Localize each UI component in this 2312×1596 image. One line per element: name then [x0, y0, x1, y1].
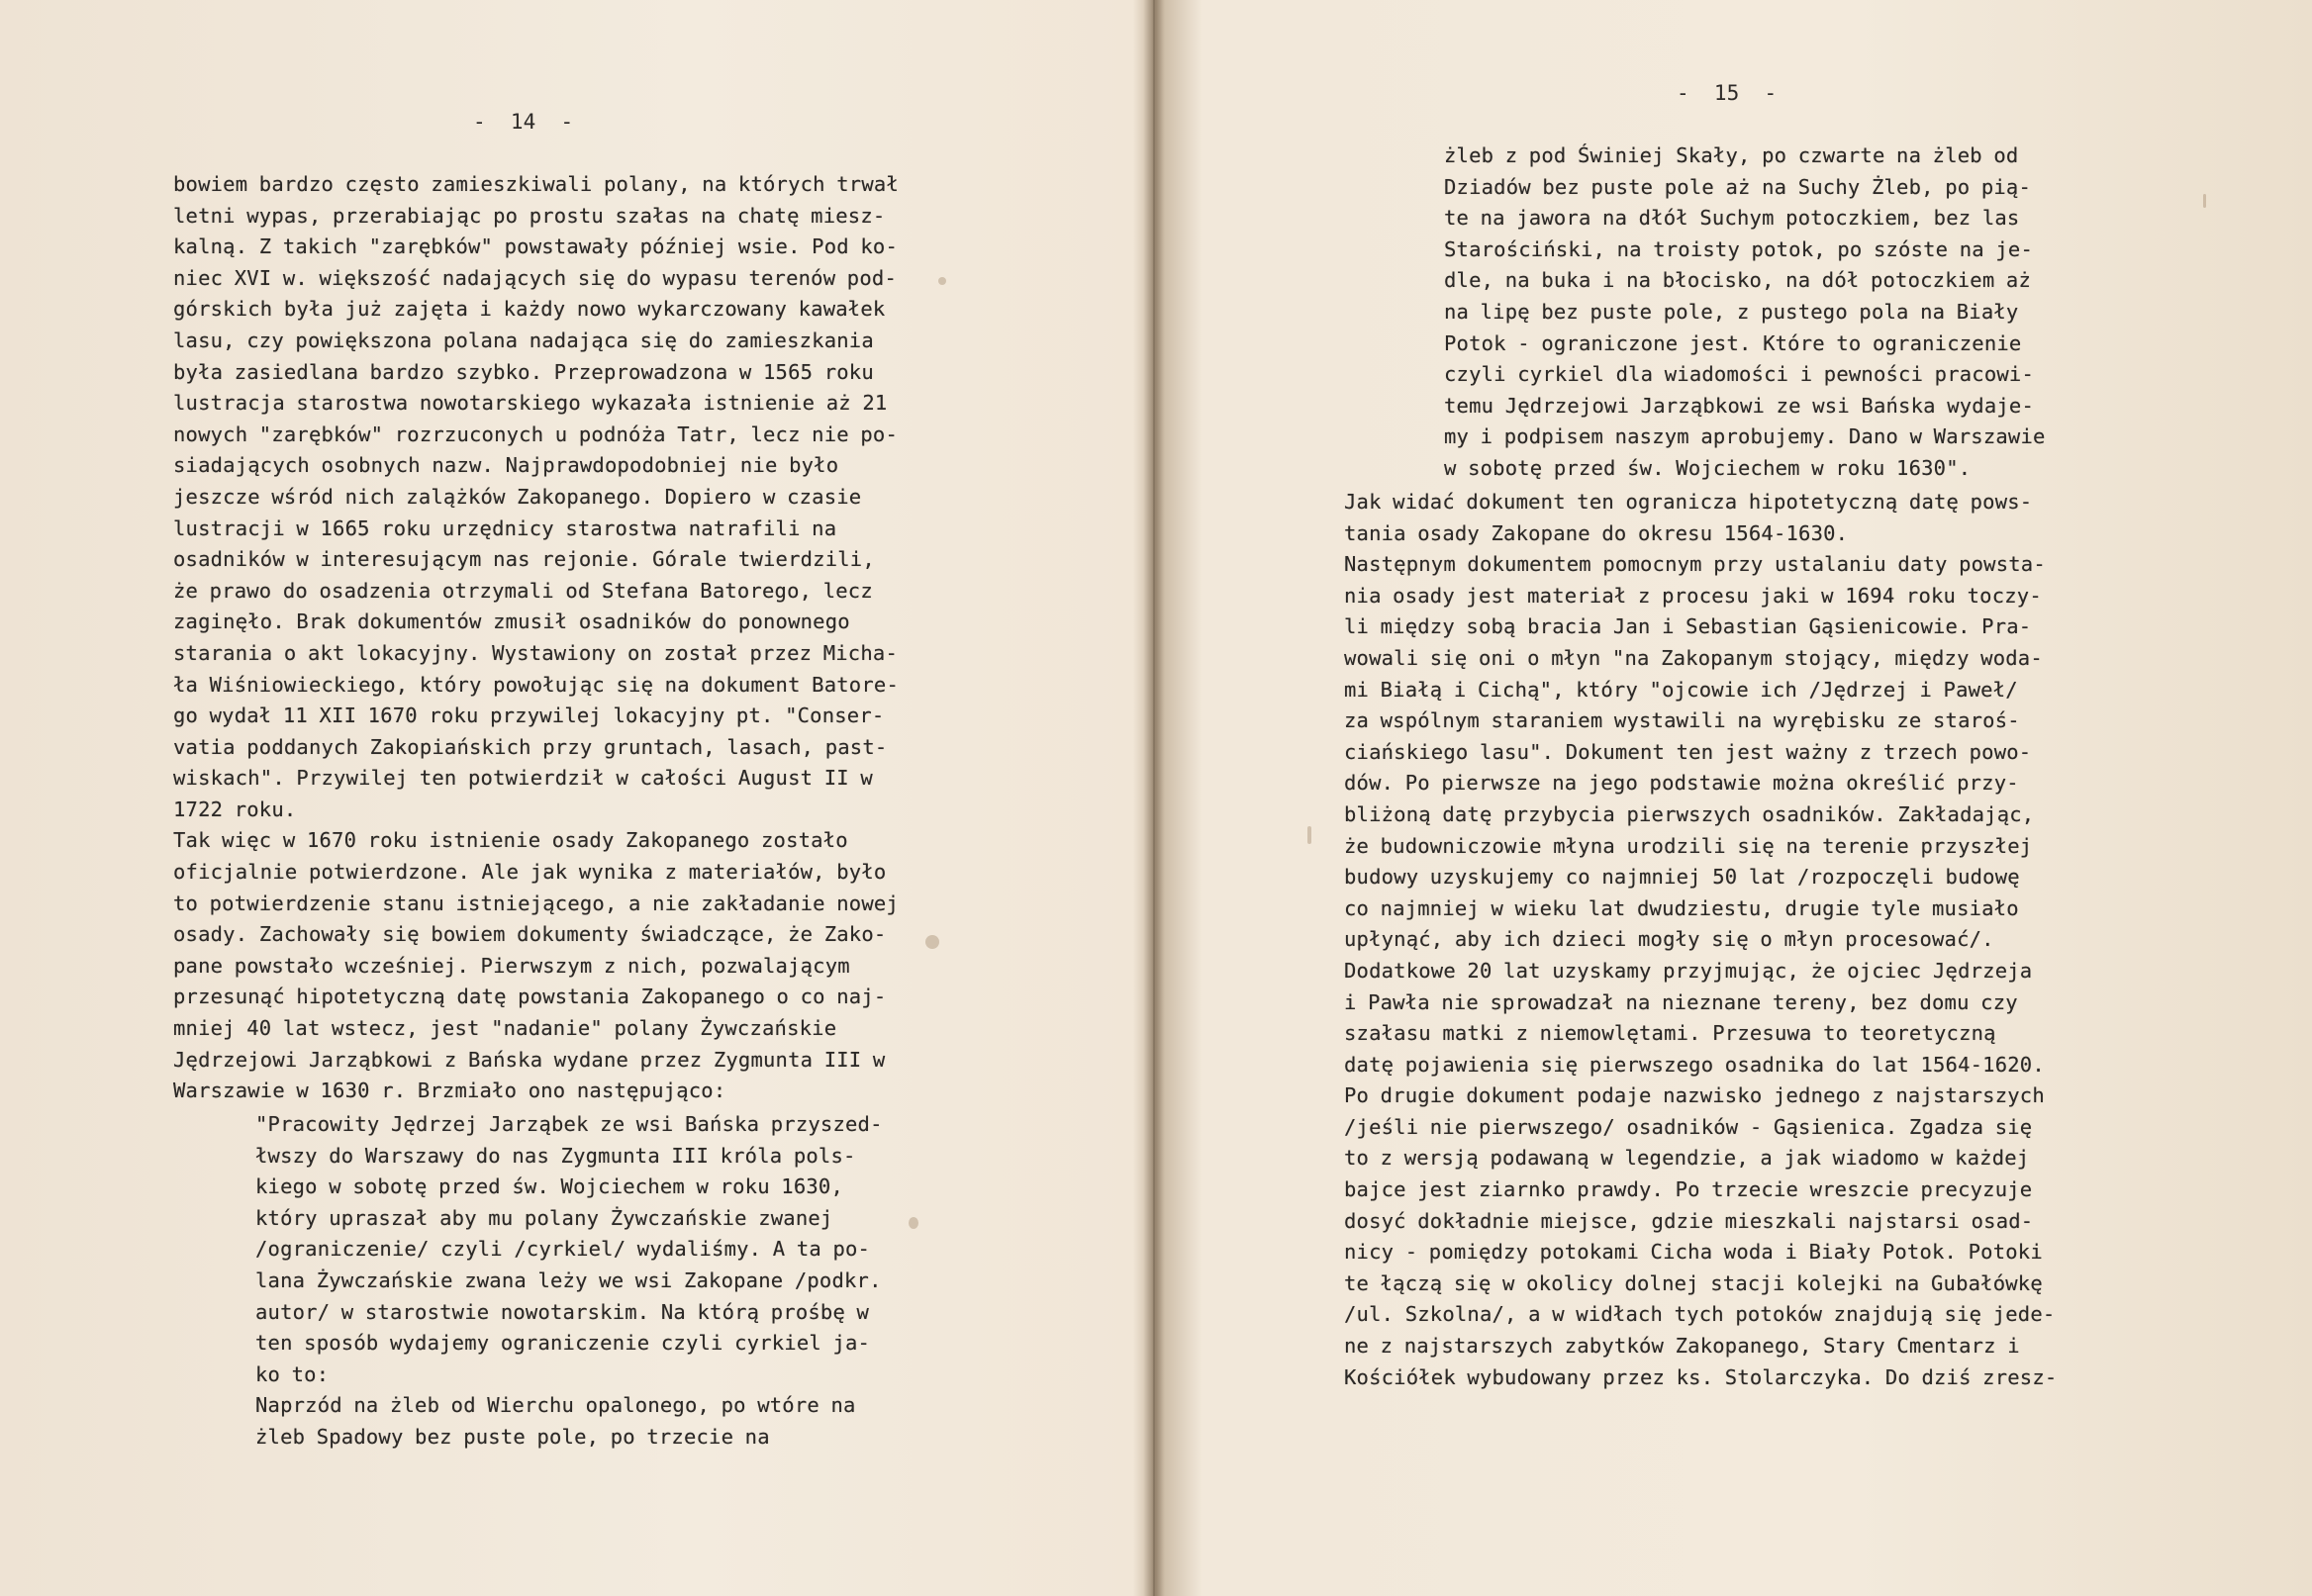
quote-line: Potok - ograniczone jest. Które to ograniczenie: [1444, 330, 2022, 355]
text-line: mi Białą i Cichą", który "ojcowie ich /Jędrzej i Paweł/: [1344, 677, 2018, 702]
quote-line: te na jawora na dłół Suchym potoczkiem, bez las: [1444, 206, 2020, 231]
right-page: [1158, 0, 2312, 1596]
right-page-body: [1344, 487, 2057, 1393]
text-line: datę pojawienia się pierwszego osadnika do lat 1564-1620.: [1344, 1052, 2045, 1077]
text-line: lustracji w 1665 roku urzędnicy starostwa natrafili na: [173, 516, 837, 540]
paper-speck: [925, 935, 939, 949]
text-line: i Pawła nie sprowadzał na nieznane tereny, bez domu czy: [1344, 989, 2018, 1014]
left-page-quote: [255, 1109, 883, 1454]
quote-line: Dziadów bez puste pole aż na Suchy Żleb, po pią-: [1444, 174, 2032, 199]
quote-line: ko to:: [255, 1361, 330, 1386]
text-line: lasu, czy powiększona polana nadająca się do zamieszkania: [173, 328, 874, 352]
quote-line: /ograniczenie/ czyli /cyrkiel/ wydaliśmy. A ta po-: [255, 1237, 871, 1262]
text-line: że budowniczowie młyna urodzili się na terenie przyszłej: [1344, 833, 2033, 858]
text-line: nicy - pomiędzy potokami Cicha woda i Biały Potok. Potoki: [1344, 1240, 2043, 1265]
text-line: zaginęło. Brak dokumentów zmusił osadników do ponownego: [173, 610, 850, 634]
text-line: za wspólnym staraniem wystawili na wyrębisku ze staroś-: [1344, 708, 2020, 733]
right-page-number: - 15 -: [1677, 81, 1778, 105]
text-line: Kościółek wybudowany przez ks. Stolarczyka. Do dziś zresz-: [1344, 1364, 2058, 1389]
text-line: tania osady Zakopane do okresu 1564-1630.: [1344, 520, 1849, 545]
text-line: 1722 roku.: [173, 797, 297, 821]
text-line: ne z najstarszych zabytków Zakopanego, Stary Cmentarz i: [1344, 1334, 2020, 1359]
text-line: budowy uzyskujemy co najmniej 50 lat /rozpoczęli budowę: [1344, 865, 2020, 890]
text-line: ła Wiśniowieckiego, który powołując się na dokument Batore-: [173, 672, 899, 697]
quote-line: na lipę bez puste pole, z pustego pola na Biały: [1444, 299, 2019, 324]
text-line: Tak więc w 1670 roku istnienie osady Zakopanego zostało: [173, 828, 848, 853]
right-page-quote: [1444, 141, 2046, 485]
quote-line: który upraszał aby mu polany Żywczańskie zwanej: [255, 1205, 833, 1230]
text-line: Następnym dokumentem pomocnym przy ustalaniu daty powsta-: [1344, 552, 2046, 577]
quote-line: żleb z pod Świniej Skały, po czwarte na żleb od: [1444, 143, 2019, 167]
text-line: wiskach". Przywilej ten potwierdził w całości August II w: [173, 766, 873, 791]
quote-line: czyli cyrkiel dla wiadomości i pewności pracowi-: [1444, 362, 2035, 387]
text-line: jeszcze wśród nich zalążków Zakopanego. Dopiero w czasie: [173, 484, 862, 509]
text-line: osadników w interesującym nas rejonie. Górale twierdzili,: [173, 547, 875, 572]
quote-line: kiego w sobotę przed św. Wojciechem w roku 1630,: [255, 1174, 844, 1199]
text-line: wowali się oni o młyn "na Zakopanym stojący, między woda-: [1344, 645, 2043, 670]
quote-line: ten sposób wydajemy ograniczenie czyli cyrkiel ja-: [255, 1331, 871, 1356]
text-line: Jak widać dokument ten ogranicza hipotetyczną datę pows-: [1344, 490, 2033, 514]
text-line: upłynąć, aby ich dzieci mogły się o młyn procesować/.: [1344, 927, 1994, 952]
paper-speck: [2203, 194, 2206, 208]
left-page-number: - 14 -: [473, 110, 574, 134]
text-line: bowiem bardzo często zamieszkiwali polany, na których trwał: [173, 172, 899, 196]
text-line: dosyć dokładnie miejsce, gdzie mieszkali najstarsi osad-: [1344, 1208, 2034, 1233]
left-page-body: [173, 169, 899, 1107]
quote-line: "Pracowity Jędrzej Jarząbek ze wsi Bańska przyszed-: [255, 1112, 883, 1136]
text-line: Jędrzejowi Jarząbkowi z Bańska wydane przez Zygmunta III w: [173, 1047, 886, 1072]
text-line: nia osady jest materiał z procesu jaki w 1694 roku toczy-: [1344, 583, 2042, 608]
left-page: [0, 0, 1148, 1596]
paper-speck: [938, 277, 946, 285]
quote-line: autor/ w starostwie nowotarskim. Na którą prośbę w: [255, 1299, 870, 1324]
quote-line: lana Żywczańskie zwana leży we wsi Zakopane /podkr.: [255, 1267, 882, 1292]
quote-line: łwszy do Warszawy do nas Zygmunta III króla pols-: [255, 1143, 856, 1168]
text-line: nowych "zarębków" rozrzuconych u podnóża Tatr, lecz nie po-: [173, 422, 898, 446]
text-line: co najmniej w wieku lat dwudziestu, drugie tyle musiało: [1344, 895, 2019, 920]
text-line: /ul. Szkolna/, a w widłach tych potoków znajdują się jede-: [1344, 1302, 2056, 1327]
text-line: Po drugie dokument podaje nazwisko jednego z najstarszych: [1344, 1083, 2045, 1108]
text-line: vatia poddanych Zakopiańskich przy gruntach, lasach, past-: [173, 734, 888, 759]
paper-speck: [1307, 826, 1311, 844]
text-line: dów. Po pierwsze na jego podstawie można określić przy-: [1344, 771, 2019, 796]
text-line: niec XVI w. większość nadających się do wypasu terenów pod-: [173, 265, 897, 290]
quote-line: my i podpisem naszym aprobujemy. Dano w Warszawie: [1444, 424, 2046, 449]
text-line: mniej 40 lat wstecz, jest "nadanie" polany Żywczańskie: [173, 1016, 837, 1041]
text-line: osady. Zachowały się bowiem dokumenty świadczące, że Zako-: [173, 922, 887, 947]
quote-line: żleb Spadowy bez puste pole, po trzecie na: [255, 1424, 770, 1449]
text-line: kalną. Z takich "zarębków" powstawały później wsie. Pod ko-: [173, 235, 898, 259]
text-line: bliżoną datę przybycia pierwszych osadników. Zakładając,: [1344, 801, 2035, 826]
quote-line: Starościński, na troisty potok, po szóste na je-: [1444, 236, 2034, 261]
text-line: oficjalnie potwierdzone. Ale jak wynika z materiałów, było: [173, 860, 887, 885]
text-line: Warszawie w 1630 r. Brzmiało ono następująco:: [173, 1079, 726, 1103]
quote-line: temu Jędrzejowi Jarząbkowi ze wsi Bańska wydaje-: [1444, 393, 2035, 418]
text-line: /jeśli nie pierwszego/ osadników - Gąsienica. Zgadza się: [1344, 1114, 2033, 1139]
text-line: li między sobą bracia Jan i Sebastian Gąsienicowie. Pra-: [1344, 614, 2032, 639]
text-line: była zasiedlana bardzo szybko. Przeprowadzona w 1565 roku: [173, 359, 874, 384]
text-line: go wydał 11 XII 1670 roku przywilej lokacyjny pt. "Conser-: [173, 704, 885, 728]
quote-line: Naprzód na żleb od Wierchu opalonego, po wtóre na: [255, 1393, 856, 1418]
text-line: pane powstało wcześniej. Pierwszym z nich, pozwalającym: [173, 953, 850, 978]
text-line: szałasu matki z niemowlętami. Przesuwa to teoretyczną: [1344, 1021, 1996, 1046]
text-line: to z wersją podawaną w legendzie, a jak wiadomo w każdej: [1344, 1146, 2030, 1171]
text-line: siadających osobnych nazw. Najprawdopodobniej nie było: [173, 453, 839, 478]
quote-line: dle, na buka i na błocisko, na dół potoczkiem aż: [1444, 268, 2032, 293]
text-line: Dodatkowe 20 lat uzyskamy przyjmując, że ojciec Jędrzeja: [1344, 958, 2033, 983]
paper-speck: [909, 1217, 918, 1229]
text-line: te łączą się w okolicy dolnej stacji kolejki na Gubałówkę: [1344, 1270, 2043, 1295]
text-line: lustracja starostwa nowotarskiego wykazała istnienie aż 21: [173, 391, 888, 416]
text-line: ciańskiego lasu". Dokument ten jest ważny z trzech powo-: [1344, 739, 2032, 764]
text-line: górskich była już zajęta i każdy nowo wykarczowany kawałek: [173, 297, 886, 322]
text-line: bajce jest ziarnko prawdy. Po trzecie wreszcie precyzuje: [1344, 1177, 2033, 1202]
text-line: przesunąć hipotetyczną datę powstania Zakopanego o co naj-: [173, 985, 887, 1009]
quote-line: w sobotę przed św. Wojciechem w roku 1630".: [1444, 455, 1972, 480]
text-line: starania o akt lokacyjny. Wystawiony on został przez Micha-: [173, 640, 898, 665]
text-line: że prawo do osadzenia otrzymali od Stefana Batorego, lecz: [173, 578, 873, 603]
text-line: letni wypas, przerabiając po prostu szałas na chatę miesz-: [173, 203, 886, 228]
text-line: to potwierdzenie stanu istniejącego, a nie zakładanie nowej: [173, 891, 899, 915]
